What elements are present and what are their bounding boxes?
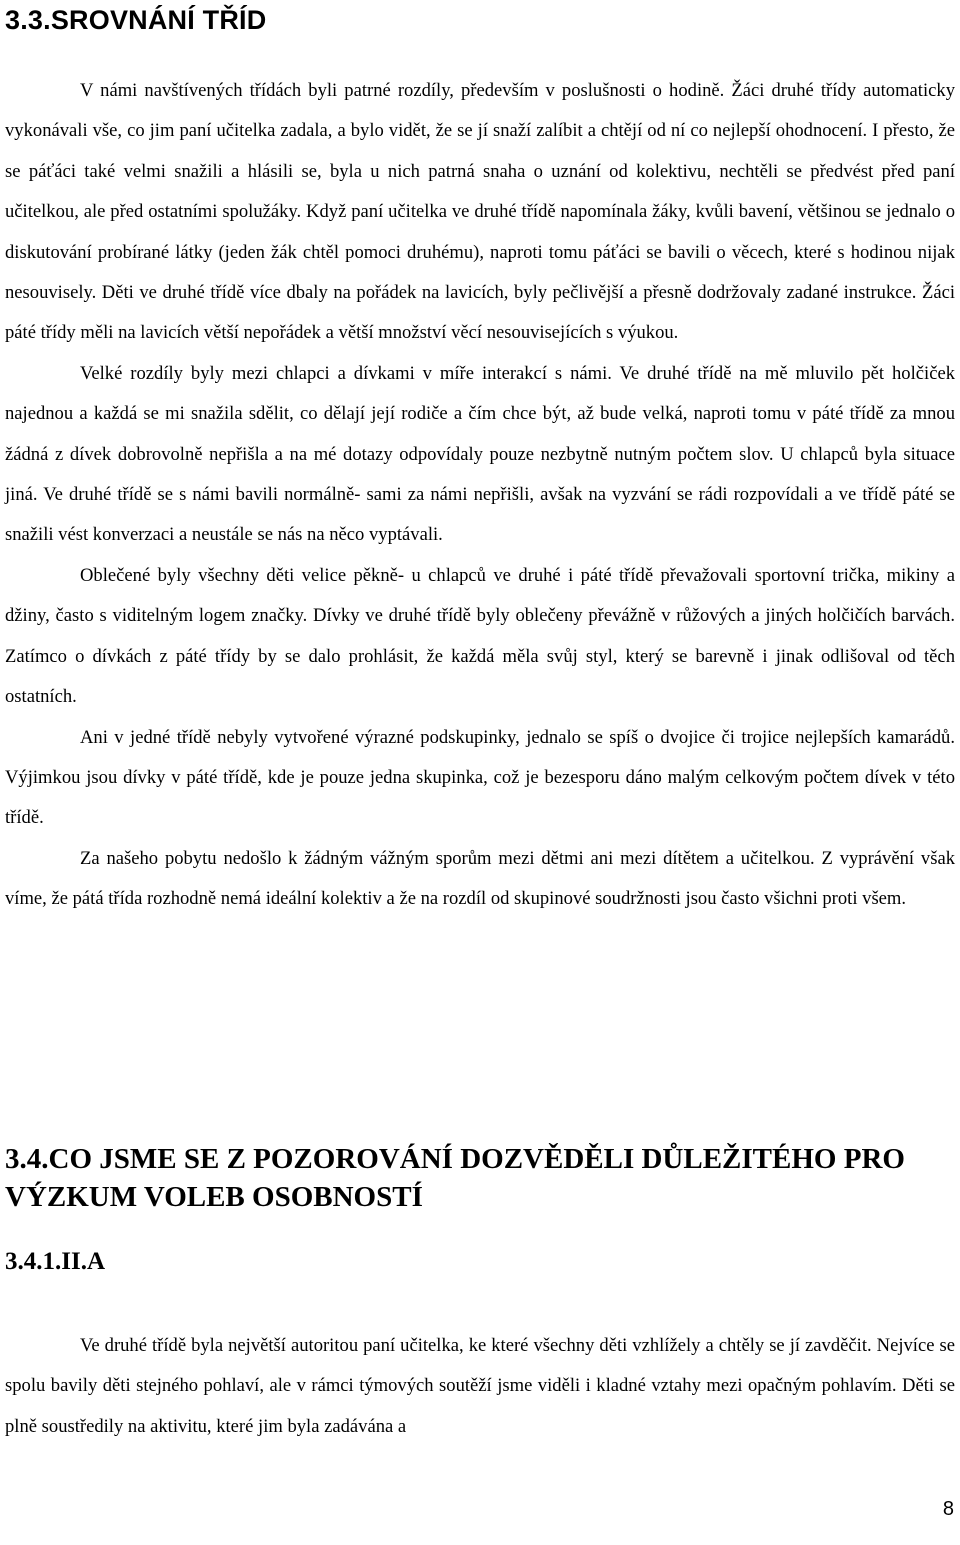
paragraph: V námi navštívených třídách byli patrné rozdíly, především v poslušnosti o hodině. Žáci druhé třídy automaticky vykonávali vše, co jim paní učitelka zadala, a bylo vidět, že se jí snaží zalíbit a chtějí od ní co nejlepší ohodnocení. I přesto, že se páťáci také velmi snažili a hlásili se, byla u nich patrná snaha o uznání od kolektivu, nechtěli se předvést před paní učitelkou, ale před ostatními spolužáky. Když paní učitelka ve druhé třídě napomínala žáky, kvůli bavení, většinou se jednalo o diskutování probírané látky (jeden žák chtěl pomoci druhému), naproti tomu páťáci se bavili o věcech, které s hodinou nijak nesouvisely. Děti ve druhé třídě více dbaly na pořádek na lavicích, byly pečlivější a přesně dodržovaly zadané instrukce. Žáci páté třídy měli na lavicích větší nepořádek a větší množství věcí nesouvisejících s výukou.	[5, 80, 955, 344]
section-heading-3-4-line2: VÝZKUM VOLEB OSOBNOSTÍ	[5, 1181, 423, 1213]
paragraph: Za našeho pobytu nedošlo k žádným vážným sporům mezi dětmi ani mezi dítětem a učitelkou. Z vyprávění však víme, že pátá třída rozhodně nemá ideální kolektiv a že na rozdíl od skupinové soudržnosti jsou často všichni proti všem.	[5, 847, 955, 910]
paragraph: Oblečené byly všechny děti velice pěkně- u chlapců ve druhé i páté třídě převažovali sportovní trička, mikiny a džiny, často s viditelným logem značky. Dívky ve druhé třídě byly oblečeny převážně v růžových a jiných holčičích barvách. Zatímco o dívkách z páté třídy by se dalo prohlásit, že každá měla svůj styl, který se barevně i jinak odlišoval od těch ostatních.	[5, 564, 955, 708]
paragraph: Ani v jedné třídě nebyly vytvořené výrazné podskupinky, jednalo se spíš o dvojice či trojice nejlepších kamarádů. Výjimkou jsou dívky v páté třídě, kde je pouze jedna skupinka, což je bezesporu dáno malým celkovým počtem dívek v této třídě.	[5, 726, 955, 829]
paragraph: Velké rozdíly byly mezi chlapci a dívkami v míře interakcí s námi. Ve druhé třídě na mě mluvilo pět holčiček najednou a každá se mi snažila sdělit, co dělají její rodiče a čím chce být, až bude velká, naproti tomu v páté třídě za mnou žádná z dívek dobrovolně nepřišla a na mé dotazy odpovídaly pouze nezbytně nutným počtem slov. U chlapců byla situace jiná. Ve druhé třídě se s námi bavili normálně- sami za námi nepřišli, avšak na vyzvání se rádi rozpovídali a ve třídě páté se snažili vést konverzaci a neustále se nás na něco vyptávali.	[5, 362, 955, 546]
section-heading-3-3: 3.3.SROVNÁNÍ TŘÍD	[5, 5, 267, 35]
section-3-4-1-body	[5, 1326, 955, 1447]
page-number: 8	[942, 1498, 954, 1520]
section-3-3-body	[5, 71, 955, 920]
section-heading-3-4-1: 3.4.1.II.A	[5, 1248, 106, 1275]
section-heading-3-4-line1: 3.4.CO JSME SE Z POZOROVÁNÍ DOZVĚDĚLI DŮLEŽITÉHO PRO	[5, 1143, 905, 1175]
section-heading-3-4	[5, 1140, 955, 1216]
paragraph: Ve druhé třídě byla největší autoritou paní učitelka, ke které všechny děti vzhlížely a chtěly se jí zavděčit. Nejvíce se spolu bavily děti stejného pohlaví, ale v rámci týmových soutěží jsme viděli i kladné vztahy mezi opačným pohlavím. Děti se plně soustředily na aktivitu, které jim byla zadávána a	[5, 1335, 955, 1437]
